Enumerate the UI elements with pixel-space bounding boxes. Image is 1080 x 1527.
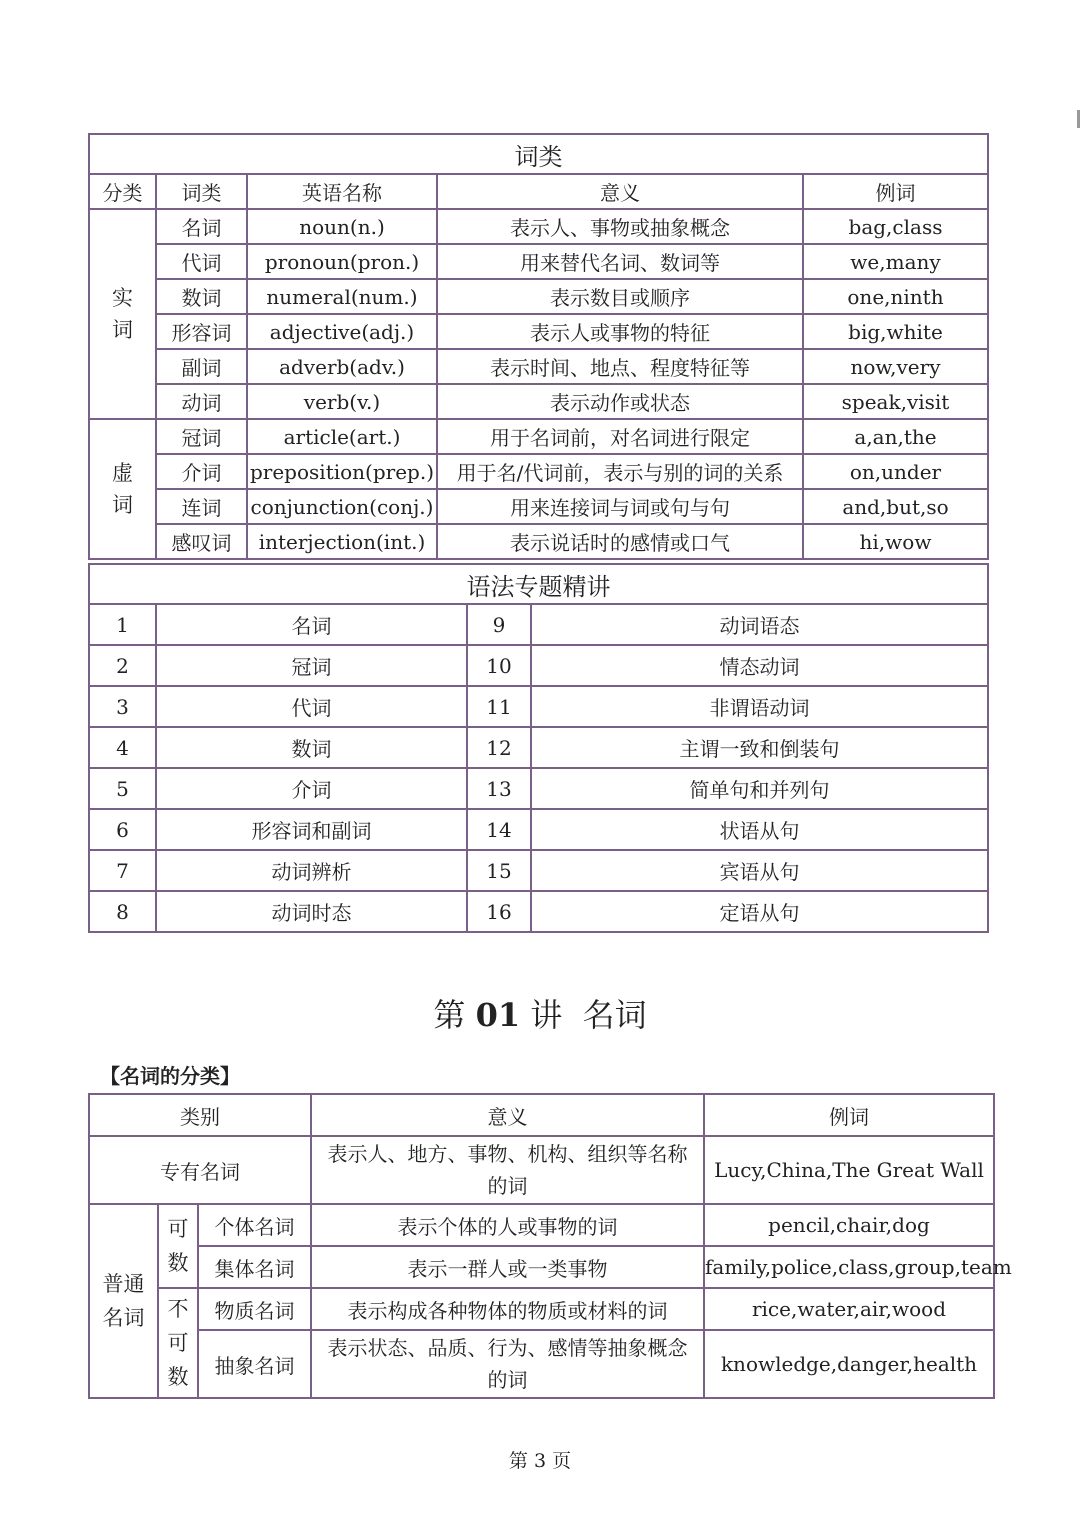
cell: preposition(prep.) <box>247 454 437 489</box>
topic-number: 16 <box>467 891 531 932</box>
cell: adverb(adv.) <box>247 349 437 384</box>
cell: 抽象名词 <box>198 1330 311 1398</box>
topic-name: 非谓语动词 <box>531 686 988 727</box>
grammar-topics-table <box>88 563 989 933</box>
cell: 数词 <box>156 279 247 314</box>
cell: big,white <box>803 314 988 349</box>
cell: 用于名词前，对名词进行限定 <box>437 419 803 454</box>
topic-number: 5 <box>89 768 156 809</box>
header-cell: 例词 <box>803 174 988 209</box>
cell: 连词 <box>156 489 247 524</box>
topic-number: 9 <box>467 604 531 645</box>
topic-name: 主谓一致和倒装句 <box>531 727 988 768</box>
cell: 用来替代名词、数词等 <box>437 244 803 279</box>
cell: 表示人、地方、事物、机构、组织等名称的词 <box>311 1136 704 1204</box>
topic-name: 代词 <box>156 686 467 727</box>
topic-name: 形容词和副词 <box>156 809 467 850</box>
topic-number: 12 <box>467 727 531 768</box>
cell: 集体名词 <box>198 1246 311 1288</box>
cell: 介词 <box>156 454 247 489</box>
topic-number: 13 <box>467 768 531 809</box>
cell: one,ninth <box>803 279 988 314</box>
lecture-prefix: 第 <box>433 996 466 1034</box>
topic-name: 名词 <box>156 604 467 645</box>
topic-name: 冠词 <box>156 645 467 686</box>
cell: interjection(int.) <box>247 524 437 559</box>
topic-number: 4 <box>89 727 156 768</box>
topic-number: 3 <box>89 686 156 727</box>
cell: 形容词 <box>156 314 247 349</box>
topic-name: 定语从句 <box>531 891 988 932</box>
cell: 感叹词 <box>156 524 247 559</box>
cell: 表示数目或顺序 <box>437 279 803 314</box>
topic-name: 动词时态 <box>156 891 467 932</box>
uncountable-label: 不 可 数 <box>158 1288 198 1398</box>
cell: 表示一群人或一类事物 <box>311 1246 704 1288</box>
cell: 表示时间、地点、程度特征等 <box>437 349 803 384</box>
section-subtitle: 【名词的分类】 <box>100 1064 240 1088</box>
topic-number: 2 <box>89 645 156 686</box>
page-number: 第 3 页 <box>508 1450 572 1472</box>
topic-name: 数词 <box>156 727 467 768</box>
group-content-words: 实 词 <box>89 209 156 419</box>
header-cell: 词类 <box>156 174 247 209</box>
topic-number: 8 <box>89 891 156 932</box>
topic-number: 11 <box>467 686 531 727</box>
lecture-suffix: 讲 名词 <box>530 996 647 1034</box>
cell: 冠词 <box>156 419 247 454</box>
cell: conjunction(conj.) <box>247 489 437 524</box>
cell: bag,class <box>803 209 988 244</box>
cell: speak,visit <box>803 384 988 419</box>
cell: adjective(adj.) <box>247 314 437 349</box>
cell: 个体名词 <box>198 1204 311 1246</box>
topic-name: 状语从句 <box>531 809 988 850</box>
topic-number: 15 <box>467 850 531 891</box>
header-cell: 意义 <box>311 1094 704 1136</box>
cell: verb(v.) <box>247 384 437 419</box>
cell: 表示构成各种物体的物质或材料的词 <box>311 1288 704 1330</box>
cell: 表示状态、品质、行为、感情等抽象概念的词 <box>311 1330 704 1398</box>
cell: 表示人或事物的特征 <box>437 314 803 349</box>
cell: article(art.) <box>247 419 437 454</box>
cell: 表示个体的人或事物的词 <box>311 1204 704 1246</box>
cell: pencil,chair,dog <box>704 1204 994 1246</box>
cell: 表示人、事物或抽象概念 <box>437 209 803 244</box>
noun-classification-table <box>88 1093 1012 1399</box>
cell: Lucy,China,The Great Wall <box>704 1136 994 1204</box>
cell: 副词 <box>156 349 247 384</box>
cell: family,police,class,group,team <box>704 1246 994 1288</box>
cell: noun(n.) <box>247 209 437 244</box>
countable-label: 可 数 <box>158 1204 198 1288</box>
cell: 专有名词 <box>89 1136 311 1204</box>
header-cell: 例词 <box>704 1094 994 1136</box>
lecture-title <box>0 990 1080 1036</box>
header-cell: 类别 <box>89 1094 311 1136</box>
header-cell: 分类 <box>89 174 156 209</box>
topic-number: 7 <box>89 850 156 891</box>
word-class-table <box>88 133 989 560</box>
cell: on,under <box>803 454 988 489</box>
header-cell: 英语名称 <box>247 174 437 209</box>
header-cell: 意义 <box>437 174 803 209</box>
cell: pronoun(pron.) <box>247 244 437 279</box>
cell: hi,wow <box>803 524 988 559</box>
topic-number: 14 <box>467 809 531 850</box>
topic-name: 动词语态 <box>531 604 988 645</box>
topic-number: 10 <box>467 645 531 686</box>
cell: knowledge,danger,health <box>704 1330 994 1398</box>
cell: 物质名词 <box>198 1288 311 1330</box>
cell: numeral(num.) <box>247 279 437 314</box>
topic-number: 1 <box>89 604 156 645</box>
common-noun-label: 普通 名词 <box>89 1204 158 1398</box>
cell: 表示说话时的感情或口气 <box>437 524 803 559</box>
cell: 动词 <box>156 384 247 419</box>
cell: 名词 <box>156 209 247 244</box>
table-title: 词类 <box>89 134 988 174</box>
topic-name: 情态动词 <box>531 645 988 686</box>
cell: a,an,the <box>803 419 988 454</box>
topic-number: 6 <box>89 809 156 850</box>
lecture-number: 01 <box>475 996 521 1034</box>
topic-name: 简单句和并列句 <box>531 768 988 809</box>
topic-name: 介词 <box>156 768 467 809</box>
cell: now,very <box>803 349 988 384</box>
table-title: 语法专题精讲 <box>89 564 988 604</box>
topic-name: 宾语从句 <box>531 850 988 891</box>
cell: 用来连接词与词或句与句 <box>437 489 803 524</box>
group-function-words: 虚 词 <box>89 419 156 559</box>
cell: 代词 <box>156 244 247 279</box>
cell: 表示动作或状态 <box>437 384 803 419</box>
cell: we,many <box>803 244 988 279</box>
cell: 用于名/代词前，表示与别的词的关系 <box>437 454 803 489</box>
topic-name: 动词辨析 <box>156 850 467 891</box>
cell: and,but,so <box>803 489 988 524</box>
cell: rice,water,air,wood <box>704 1288 994 1330</box>
